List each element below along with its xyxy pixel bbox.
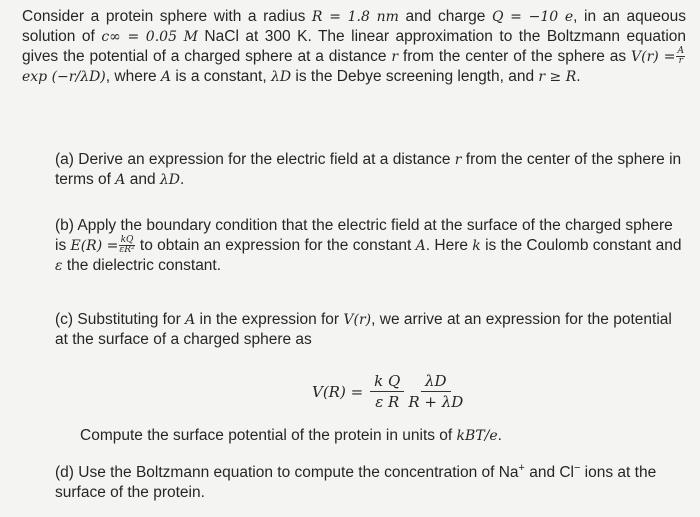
compute-instruction xyxy=(80,426,680,446)
part-b-math-3: k xyxy=(472,238,481,254)
part-c-math-1: A xyxy=(185,312,196,328)
equation-fraction-1 xyxy=(370,372,404,411)
part-a-math-1: r xyxy=(454,152,462,168)
field-fraction-numerator: kQ xyxy=(120,235,134,246)
part-b-math-4: ε xyxy=(55,258,63,274)
part-c-text-3: , we arrive at an expression for the potential at the surface of a charged sphere as xyxy=(55,311,672,348)
part-a-math-2: A xyxy=(115,172,126,188)
intro-text-5: from the center of the sphere as xyxy=(398,48,631,65)
part-b-text-4: is the Coulomb constant and xyxy=(480,237,682,254)
distance-symbol: r xyxy=(391,49,399,65)
part-b-text-5: the dielectric constant. xyxy=(62,257,222,274)
compute-text-1: Compute the surface potential of the protein in units of xyxy=(80,427,457,444)
part-a-text-4: . xyxy=(180,171,185,188)
fraction-denominator: r xyxy=(678,56,683,67)
equation-fraction-1-numerator: k Q xyxy=(370,372,404,392)
intro-text-8: is the Debye screening length, and xyxy=(291,68,539,85)
part-a-text-2: from the center of the sphere in terms of xyxy=(55,151,682,188)
intro-text-2: and charge xyxy=(398,8,492,25)
potential-lhs: V(r) = xyxy=(631,49,676,65)
equation-fraction-2-numerator: λD xyxy=(421,372,451,392)
part-a-text-3: and xyxy=(125,171,160,188)
part-b-math-2: A xyxy=(415,238,426,254)
field-fraction xyxy=(119,236,134,255)
range-condition: r ≥ R xyxy=(538,69,577,85)
problem-intro xyxy=(22,7,686,87)
field-lhs: E(R) = xyxy=(70,238,119,254)
part-b-text-3: . Here xyxy=(425,237,473,254)
part-c-math-2: V(r) xyxy=(343,312,372,328)
part-c-text-2: in the expression for xyxy=(195,311,344,328)
fraction-numerator: A xyxy=(677,46,684,57)
radius-value: R = 1.8 nm xyxy=(311,9,399,25)
part-a xyxy=(55,150,685,190)
equation-fraction-2 xyxy=(408,372,463,411)
compute-text-2: . xyxy=(497,427,502,444)
part-a-math-3: λD xyxy=(159,172,181,188)
part-c xyxy=(55,310,685,350)
equation-fraction-1-denominator: ε R xyxy=(375,393,400,411)
intro-text-7: is a constant, xyxy=(171,68,271,85)
charge-value: Q = −10 e xyxy=(491,9,574,25)
part-d xyxy=(55,458,685,503)
part-c-text-1: (c) Substituting for xyxy=(55,311,186,328)
part-b-text-2: to obtain an expression for the constant xyxy=(135,237,416,254)
part-b-text-1: (b) Apply the boundary condition that the electric field at the surface of the charged sphere is xyxy=(55,217,673,254)
intro-text-3: , in an aqueous solution of xyxy=(22,8,686,45)
chloride-charge: − xyxy=(574,462,581,474)
part-d-text-1: (d) Use the Boltzmann equation to compute the concentration of Na xyxy=(55,464,519,482)
constant-symbol: A xyxy=(160,69,172,85)
thermal-unit: kBT/e xyxy=(456,428,498,444)
sodium-charge: + xyxy=(518,462,525,474)
part-d-text-3: ions at the surface of the protein. xyxy=(55,464,657,502)
field-fraction-denominator: εR² xyxy=(119,245,135,256)
intro-text-1: Consider a protein sphere with a radius xyxy=(22,8,312,25)
surface-potential-equation xyxy=(312,372,465,411)
part-d-text-2: and Cl xyxy=(524,464,575,482)
intro-text-4: NaCl at 300 K. The linear approximation to the Boltzmann equation gives the potential of a charged sphere at a distance xyxy=(22,28,687,65)
equation-lhs: V(R) = xyxy=(312,382,364,401)
intro-text-9: . xyxy=(576,68,581,85)
debye-symbol: λD xyxy=(270,69,292,85)
intro-text-6: , where xyxy=(105,68,161,85)
potential-fraction xyxy=(676,47,685,66)
equation-fraction-2-denominator: R + λD xyxy=(408,393,464,411)
part-b xyxy=(55,216,685,276)
concentration-value: c∞ = 0.05 M xyxy=(101,29,198,45)
part-a-text-1: (a) Derive an expression for the electric field at a distance xyxy=(55,151,455,168)
exp-term: exp (−r/λD) xyxy=(22,69,106,85)
